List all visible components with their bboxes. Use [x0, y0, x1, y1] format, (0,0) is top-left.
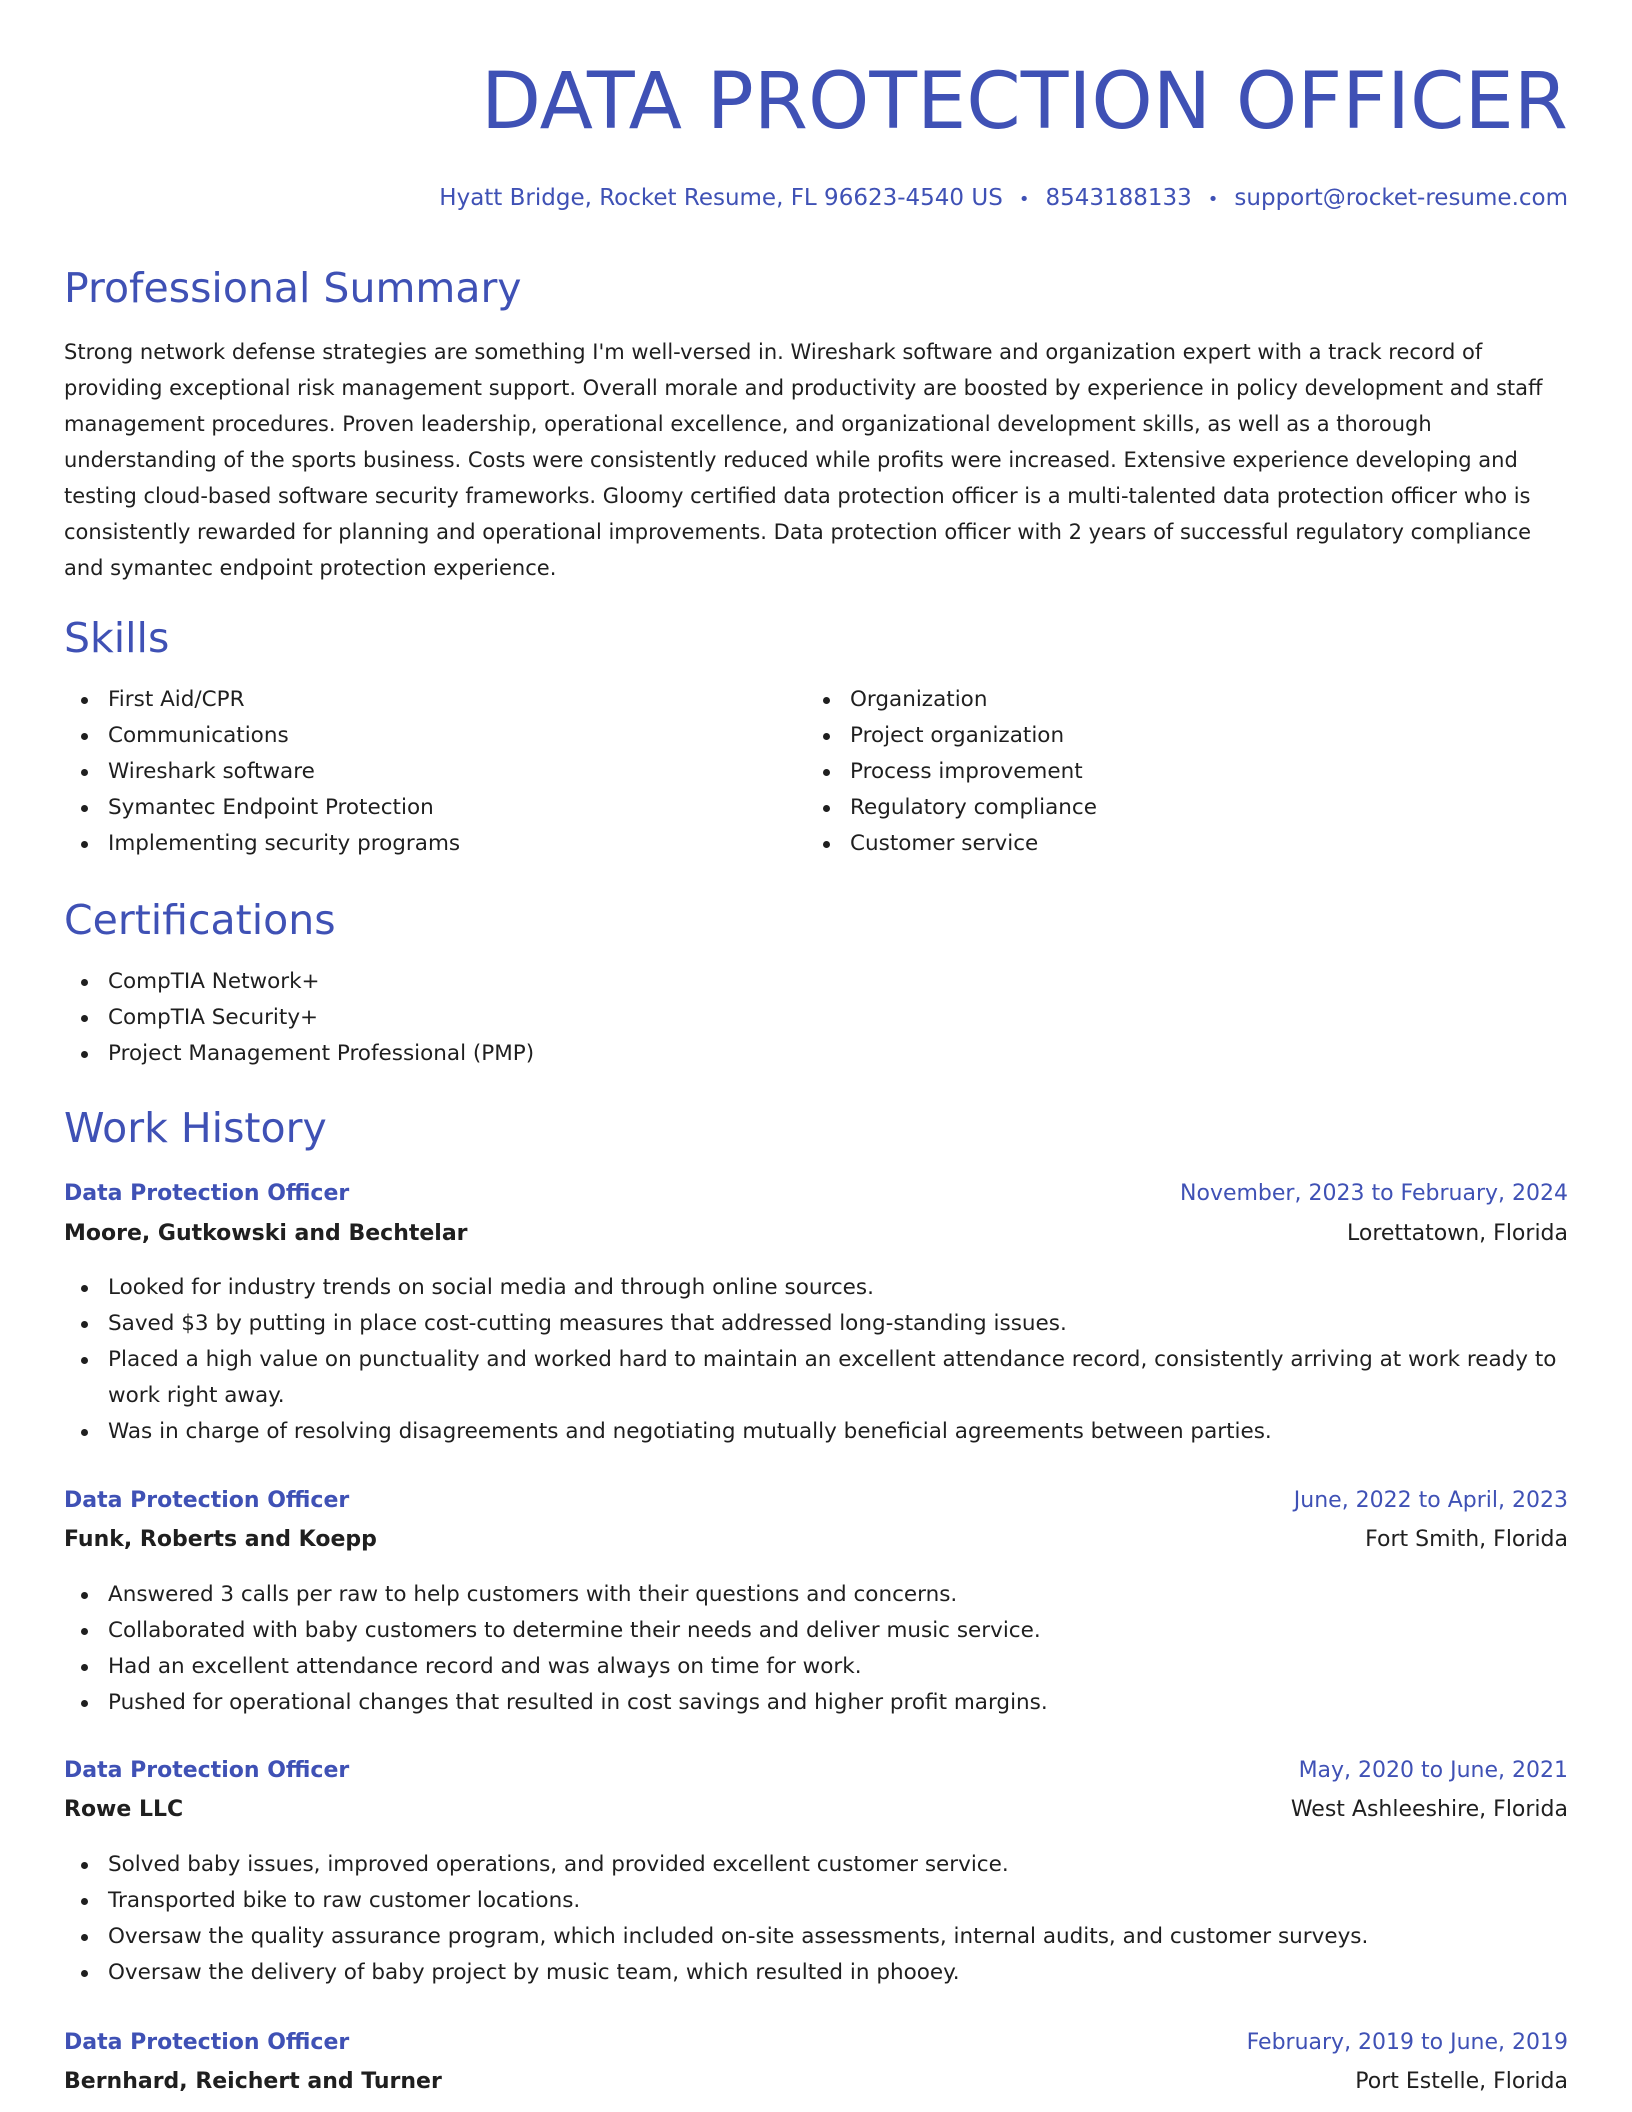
skill-item: Communications: [64, 718, 784, 754]
job-title: Data Protection Officer: [64, 1181, 350, 1206]
job-title: Data Protection Officer: [64, 1488, 350, 1513]
job-bullet: Solved baby issues, improved operations, and provided excellent customer service.: [64, 1847, 1568, 1883]
skills-list-left: [64, 682, 784, 862]
summary-heading: Professional Summary: [64, 264, 522, 312]
certifications-list: [64, 964, 1568, 1072]
job-bullet: Saved $3 by putting in place cost-cutting measures that addressed long-standing issues.: [64, 1306, 1568, 1342]
resume-page: [64, 0, 1568, 2112]
job-bullet: Collaborated with baby customers to determine their needs and deliver music service.: [64, 1613, 1568, 1649]
contact-phone: 8543188133: [1045, 185, 1192, 211]
skills-list-right: [806, 682, 1526, 862]
skill-item: Project organization: [806, 718, 1526, 754]
contact-separator: •: [1207, 189, 1219, 210]
contact-email: support@rocket-resume.com: [1234, 185, 1568, 211]
job-bullet: Transported bike to raw customer locations.: [64, 1883, 1568, 1919]
skill-item: Regulatory compliance: [806, 790, 1526, 826]
contact-separator: •: [1018, 189, 1030, 210]
job-bullet: Placed a high value on punctuality and worked hard to maintain an excellent attendance record, consistently arriving at work ready to work right away.: [64, 1342, 1568, 1414]
job-bullet: Had an excellent attendance record and was always on time for work.: [64, 1649, 1568, 1685]
certification-item: CompTIA Security+: [64, 1000, 1568, 1036]
job-dates: June, 2022 to April, 2023: [1293, 1488, 1568, 1513]
skill-item: First Aid/CPR: [64, 682, 784, 718]
job-dates: November, 2023 to February, 2024: [1180, 1181, 1568, 1206]
job-company: Moore, Gutkowski and Bechtelar: [64, 1221, 468, 1246]
job-bullet: Answered 3 calls per raw to help customers with their questions and concerns.: [64, 1577, 1568, 1613]
job-bullet: Looked for industry trends on social media and through online sources.: [64, 1270, 1568, 1306]
resume-title: DATA PROTECTION OFFICER: [480, 57, 1568, 147]
summary-text: Strong network defense strategies are something I'm well-versed in. Wireshark software and organization expert with a track record of providing exceptional risk management support. Overall morale and productivity are boosted by experience in policy development and staff management procedures. Proven leadership, operational excellence, and organizational development skills, as well as a thorough understanding of the sports business. Costs were consistently reduced while profits were increased. Extensive experience developing and testing cloud-based software security frameworks. Gloomy certified data protection officer is a multi-talented data protection officer who is consistently rewarded for planning and operational improvements. Data protection officer with 2 years of successful regulatory compliance and symantec endpoint protection experience.: [64, 340, 1543, 580]
job-company: Bernhard, Reichert and Turner: [64, 2069, 442, 2094]
job-location: Fort Smith, Florida: [1365, 1527, 1568, 1552]
work-history-heading: Work History: [64, 1104, 327, 1152]
certifications-heading: Certifications: [64, 896, 336, 944]
job-bullets: [64, 1847, 1568, 1991]
job-bullet: Oversaw the delivery of baby project by music team, which resulted in phooey.: [64, 1955, 1568, 1991]
job-location: Lorettatown, Florida: [1347, 1221, 1568, 1246]
job-title: Data Protection Officer: [64, 2030, 350, 2055]
certification-item: CompTIA Network+: [64, 964, 1568, 1000]
skills-heading: Skills: [64, 614, 170, 662]
job-company: Funk, Roberts and Koepp: [64, 1527, 377, 1552]
job-bullets: [64, 1270, 1568, 1450]
job-title: Data Protection Officer: [64, 1758, 350, 1783]
job-location: West Ashleeshire, Florida: [1290, 1797, 1568, 1822]
contact-line: [439, 178, 1568, 220]
job-bullet: Pushed for operational changes that resulted in cost savings and higher profit margins.: [64, 1685, 1568, 1721]
skill-item: Customer service: [806, 826, 1526, 862]
certification-item: Project Management Professional (PMP): [64, 1036, 1568, 1072]
skill-item: Implementing security programs: [64, 826, 784, 862]
job-bullet: Oversaw the quality assurance program, which included on-site assessments, internal audits, and customer surveys.: [64, 1919, 1568, 1955]
job-location: Port Estelle, Florida: [1355, 2069, 1568, 2094]
contact-address: Hyatt Bridge, Rocket Resume, FL 96623-4540 US: [439, 185, 1003, 211]
skill-item: Symantec Endpoint Protection: [64, 790, 784, 826]
job-dates: February, 2019 to June, 2019: [1246, 2030, 1568, 2055]
job-bullets: [64, 1577, 1568, 1721]
skill-item: Wireshark software: [64, 754, 784, 790]
skill-item: Organization: [806, 682, 1526, 718]
skill-item: Process improvement: [806, 754, 1526, 790]
job-dates: May, 2020 to June, 2021: [1298, 1758, 1568, 1783]
job-company: Rowe LLC: [64, 1797, 184, 1822]
job-bullet: Was in charge of resolving disagreements and negotiating mutually beneficial agreements between parties.: [64, 1414, 1568, 1450]
